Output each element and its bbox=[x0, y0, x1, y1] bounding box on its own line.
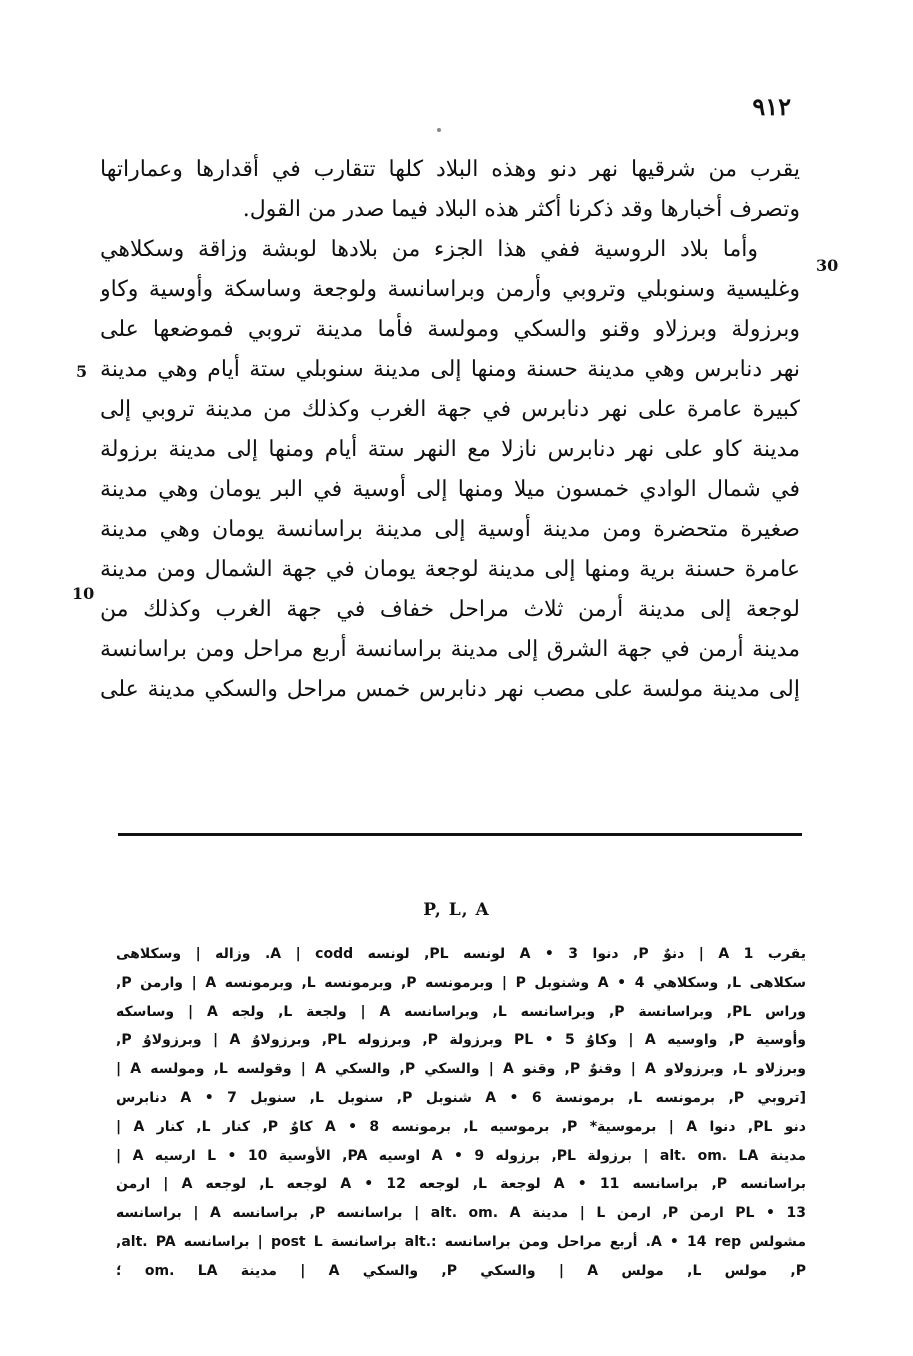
apparatus-line: وأوسية P, واوسيه A | وكاوُ PL • 5 وبرزولة P, وبرزوله PL, وبرزولاوُ A | وبرزولاوُ P, bbox=[116, 1032, 806, 1049]
margin-line-number: 30 bbox=[816, 256, 839, 275]
scan-speck bbox=[437, 128, 441, 132]
apparatus-line: P, مولس L, مولس A | والسكي P, والسكي A | مدينة om. LA ؛ bbox=[116, 1262, 806, 1279]
text-line: في شمال الوادي خمسون ميلا ومنها إلى أوسية في البر يومان وهي مدينة bbox=[100, 477, 800, 502]
margin-line-number: 10 bbox=[72, 584, 95, 603]
text-line: مدينة أرمن في جهة الشرق إلى مدينة براسانسة أربع مراحل ومن براسانسة bbox=[100, 637, 800, 662]
text-line: مدينة كاو على نهر دنابرس نازلا مع النهر ستة أيام ومنها إلى مدينة برزولة bbox=[100, 437, 800, 462]
text-line: يقرب من شرقيها نهر دنو وهذه البلاد كلها تتقارب في أقدارها وعماراتها bbox=[100, 157, 800, 182]
text-line: وأما بلاد الروسية ففي هذا الجزء من بلادها لوبشة وزاقة وسكلاهي bbox=[100, 237, 758, 262]
page-number: ٩١٢ bbox=[752, 92, 791, 121]
text-line: نهر دنابرس وهي مدينة حسنة ومنها إلى مدينة سنوبلي ستة أيام وهي مدينة bbox=[100, 357, 800, 382]
apparatus-line: سكلاهى L, وسكلاهي A • 4 وشنوبل P | وبرمونسه P, وبرمونسه L, وبرمونسه A | وارمن P, bbox=[116, 974, 806, 991]
critical-apparatus bbox=[116, 940, 806, 1286]
text-line: إلى مدينة مولسة على مصب نهر دنابرس خمس مراحل والسكي مدينة على bbox=[100, 677, 800, 702]
text-line: لوجعة إلى مدينة أرمن ثلاث مراحل خفاف في جهة الغرب وكذلك من bbox=[100, 597, 800, 622]
apparatus-title: P, L, A bbox=[423, 900, 490, 920]
apparatus-line: مدينة alt. om. LA | برزولة PL, برزوله A • 9 اوسيه PA, الأوسية L • 10 ارسيه A | bbox=[116, 1147, 806, 1164]
text-line: وبرزولة وبرزلاو وقنو والسكي ومولسة فأما مدينة تروبي فموضعها على bbox=[100, 317, 800, 342]
margin-line-number: 5 bbox=[76, 362, 88, 381]
text-line: وغليسية وسنوبلي وتروبي وأرمن وبراسانسة ولوجعة وساسكة وأوسية وكاو bbox=[100, 277, 800, 302]
apparatus-line: دنو PL, دنوا A | برموسية* P, برموسيه L, برمونسه A • 8 كاوٌ P, كنار L, كنار A | bbox=[116, 1118, 806, 1135]
text-line: كبيرة عامرة على نهر دنابرس في جهة الغرب وكذلك من مدينة تروبي إلى bbox=[100, 397, 800, 422]
text-line: صغيرة متحضرة ومن مدينة أوسية إلى مدينة براسانسة يومان وهي مدينة bbox=[100, 517, 800, 542]
text-line: وتصرف أخبارها وقد ذكرنا أكثر هذه البلاد فيما صدر من القول. bbox=[242, 197, 800, 222]
apparatus-line: [تروبي P, برمونسه L, برمونسة A • 6 شنوبل P, سنوبل L, سنوبل A • 7 دنابرس bbox=[116, 1089, 806, 1106]
apparatus-line: وراس PL, وبراسانسة P, وبراسانسه L, وبراسانسه A | ولجعة L, ولجه A | وساسكه bbox=[116, 1003, 806, 1020]
apparatus-line: يقرب 1 A | دنوٌ P, دنوا A • 3 لونسه PL, لونسه A | codd. وزاله | وسكلاهى bbox=[116, 946, 806, 962]
text-line: عامرة حسنة برية ومنها إلى مدينة لوجعة يومان في جهة الشمال ومن مدينة bbox=[100, 557, 800, 582]
apparatus-line: وبرزلاو L, وبرزولاو A | وقنوٌ P, وقنو A | والسكي P, والسكي A | وقولسه L, ومولسه A | bbox=[116, 1061, 806, 1078]
apparatus-line: PL • 13 ارمن P, ارمن L | مدينة alt. om. A | براسانسه P, براسانسه A | براسانسه bbox=[116, 1205, 806, 1222]
apparatus-line: براسانسه P, براسانسه A • 11 لوجعة L, لوجعه A • 12 لوجعه L, لوجعه A | ارمن bbox=[116, 1176, 806, 1193]
main-text-block bbox=[100, 150, 800, 710]
footnote-divider bbox=[118, 833, 802, 836]
apparatus-line: مشولس A • 14 rep. أربع مراحل ومن براسانسه :.alt براسانسة post L | براسانسه alt. PA, bbox=[116, 1233, 806, 1250]
